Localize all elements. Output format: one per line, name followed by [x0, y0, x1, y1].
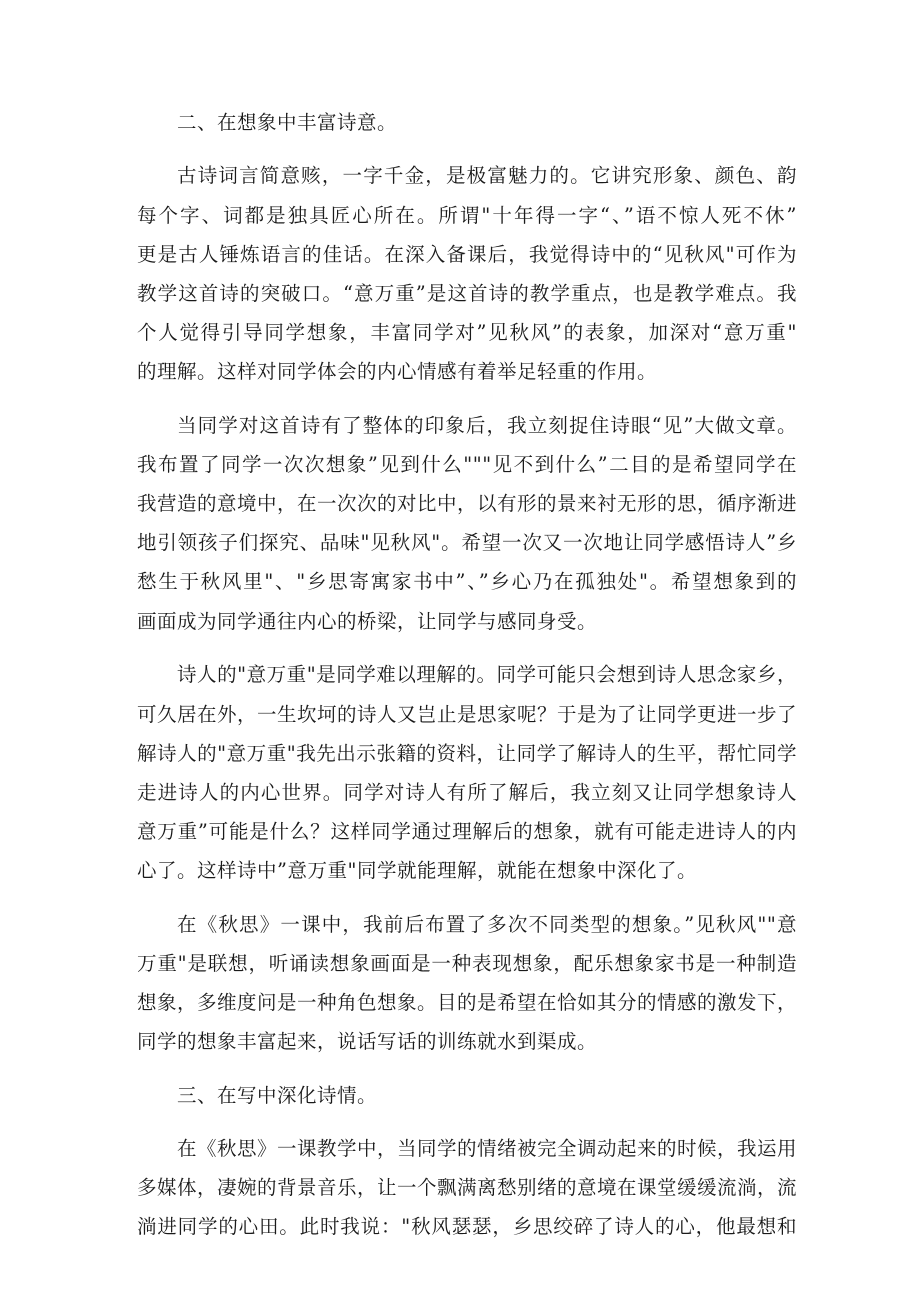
paragraph-1-line: 古诗词言简意赅，一字千金，是极富魅力的。它讲究形象、颜色、韵 — [177, 164, 797, 187]
paragraph-4-line: 同学的想象丰富起来，说话写话的训练就水到渠成。 — [137, 1030, 598, 1053]
section-heading-3: 三、在写中深化诗情。 — [177, 1084, 378, 1107]
paragraph-2-line: 当同学对这首诗有了整体的印象后，我立刻捉住诗眼“见”大做文章。 — [177, 414, 797, 437]
paragraph-2-line: 地引领孩子们探究、品味"见秋风"。希望一次又一次地让同学感悟诗人”乡 — [137, 531, 797, 554]
paragraph-4-line: 万重"是联想，听诵读想象画面是一种表现想象，配乐想象家书是一种制造 — [137, 952, 797, 975]
paragraph-3-line: 走进诗人的内心世界。同学对诗人有所了解后，我立刻又让同学想象诗人 — [137, 781, 797, 804]
paragraph-2-line: 愁生于秋风里"、"乡思寄寓家书中”、”乡心乃在孤独处"。希望想象到的 — [137, 570, 797, 593]
paragraph-2-line: 我布置了同学一次次想象”见到什么"""见不到什么”二目的是希望同学在 — [137, 453, 797, 476]
paragraph-3-line: 意万重”可能是什么？这样同学通过理解后的想象，就有可能走进诗人的内 — [137, 820, 797, 843]
paragraph-1-line: 的理解。这样对同学体会的内心情感有着举足轻重的作用。 — [137, 360, 658, 383]
paragraph-4-line: 想象，多维度问是一种角色想象。目的是希望在恰如其分的情感的激发下， — [137, 991, 797, 1014]
paragraph-1-line: 每个字、词都是独具匠心所在。所谓"十年得一字“、”语不惊人死不休” — [137, 204, 797, 227]
paragraph-1-line: 个人觉得引导同学想象，丰富同学对”见秋风”的表象，加深对“意万重" — [137, 321, 797, 344]
paragraph-3-line: 可久居在外，一生坎坷的诗人又岂止是思家呢？于是为了让同学更进一步了 — [137, 703, 797, 726]
paragraph-3-line: 诗人的"意万重"是同学难以理解的。同学可能只会想到诗人思念家乡， — [177, 663, 797, 686]
paragraph-2-line: 画面成为同学通往内心的桥梁，让同学与感同身受。 — [137, 610, 598, 633]
paragraph-3-line: 解诗人的"意万重"我先出示张籍的资料，让同学了解诗人的生平，帮忙同学 — [137, 742, 797, 765]
paragraph-5-line: 淌进同学的心田。此时我说："秋风瑟瑟，乡思绞碎了诗人的心，他最想和 — [137, 1215, 797, 1238]
paragraph-5-line: 在《秋思》一课教学中，当同学的情绪被完全调动起来的时候，我运用 — [177, 1137, 797, 1160]
paragraph-1-line: 教学这首诗的突破口。“意万重”是这首诗的教学重点，也是教学难点。我 — [137, 282, 797, 305]
paragraph-1-line: 更是古人锤炼语言的佳话。在深入备课后，我觉得诗中的“见秋风"可作为 — [137, 243, 797, 266]
paragraph-2-line: 我营造的意境中，在一次次的对比中，以有形的景来衬无形的思，循序渐进 — [137, 492, 797, 515]
paragraph-4-line: 在《秋思》一课中，我前后布置了多次不同类型的想象。”见秋风""意 — [177, 913, 797, 936]
section-heading-2: 二、在想象中丰富诗意。 — [177, 111, 398, 134]
paragraph-3-line: 心了。这样诗中”意万重"同学就能理解，就能在想象中深化了。 — [137, 859, 697, 882]
paragraph-5-line: 多媒体，凄婉的背景音乐，让一个飘满离愁别绪的意境在课堂缓缓流淌，流 — [137, 1176, 797, 1199]
